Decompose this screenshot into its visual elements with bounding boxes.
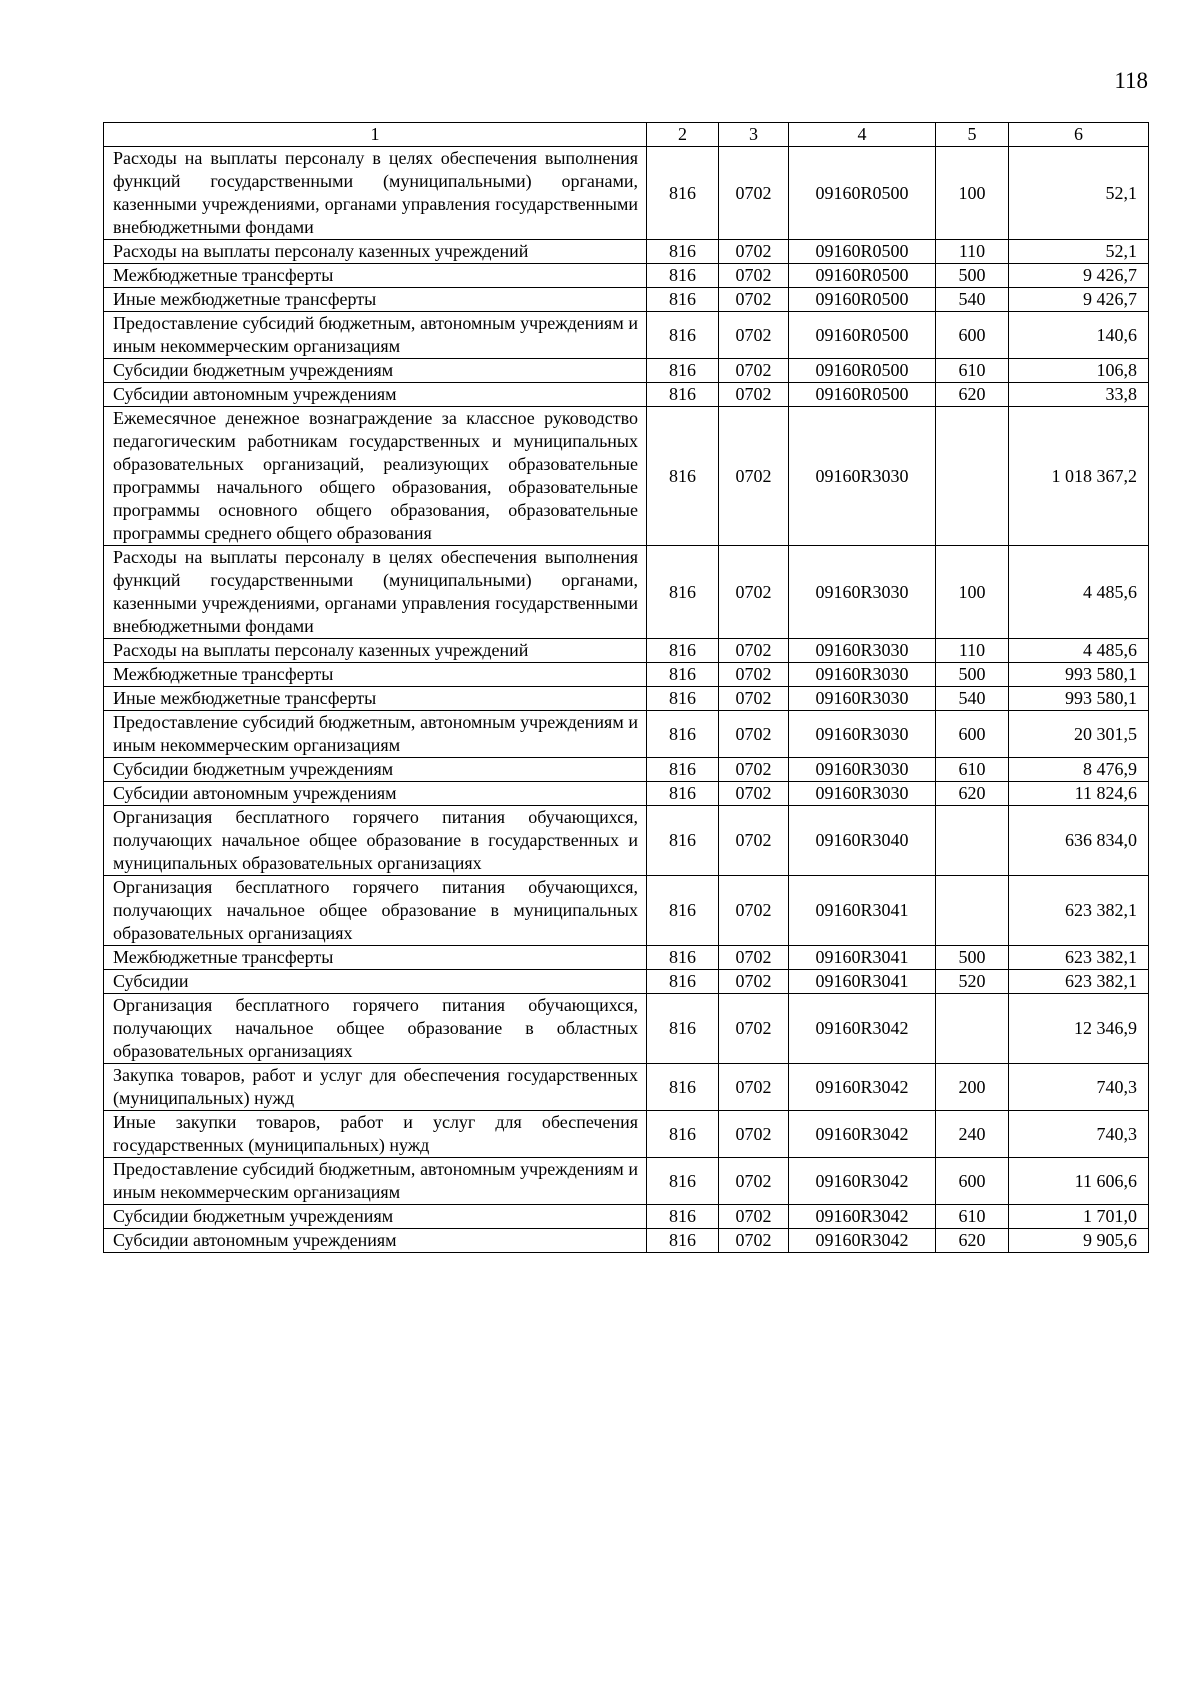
header-col-3: 3 xyxy=(719,123,789,147)
table-row xyxy=(104,1229,1149,1253)
row-ministry-code: 816 xyxy=(647,1158,719,1205)
row-target-article: 09160R3041 xyxy=(789,876,936,946)
row-ministry-code: 816 xyxy=(647,639,719,663)
row-amount: 11 824,6 xyxy=(1009,782,1149,806)
row-section-code: 0702 xyxy=(719,264,789,288)
row-section-code: 0702 xyxy=(719,312,789,359)
row-target-article: 09160R3042 xyxy=(789,1158,936,1205)
row-expense-type: 610 xyxy=(936,359,1009,383)
row-name: Закупка товаров, работ и услуг для обеспечения государственных (муниципальных) нужд xyxy=(104,1064,647,1111)
table-row xyxy=(104,663,1149,687)
row-name: Межбюджетные трансферты xyxy=(104,946,647,970)
row-ministry-code: 816 xyxy=(647,147,719,240)
row-ministry-code: 816 xyxy=(647,758,719,782)
row-target-article: 09160R3041 xyxy=(789,970,936,994)
row-amount: 8 476,9 xyxy=(1009,758,1149,782)
row-amount: 993 580,1 xyxy=(1009,663,1149,687)
row-amount: 636 834,0 xyxy=(1009,806,1149,876)
row-name: Расходы на выплаты персоналу казенных учреждений xyxy=(104,639,647,663)
row-ministry-code: 816 xyxy=(647,264,719,288)
row-target-article: 09160R3042 xyxy=(789,994,936,1064)
row-target-article: 09160R0500 xyxy=(789,288,936,312)
row-target-article: 09160R3041 xyxy=(789,946,936,970)
row-name: Предоставление субсидий бюджетным, автономным учреждениям и иным некоммерческим организациям xyxy=(104,1158,647,1205)
row-target-article: 09160R3030 xyxy=(789,758,936,782)
header-col-6: 6 xyxy=(1009,123,1149,147)
row-target-article: 09160R3030 xyxy=(789,711,936,758)
row-amount: 4 485,6 xyxy=(1009,639,1149,663)
row-section-code: 0702 xyxy=(719,970,789,994)
row-name: Субсидии автономным учреждениям xyxy=(104,383,647,407)
row-ministry-code: 816 xyxy=(647,970,719,994)
row-expense-type: 500 xyxy=(936,946,1009,970)
row-section-code: 0702 xyxy=(719,758,789,782)
row-target-article: 09160R3042 xyxy=(789,1064,936,1111)
row-name: Предоставление субсидий бюджетным, автономным учреждениям и иным некоммерческим организациям xyxy=(104,312,647,359)
row-expense-type: 540 xyxy=(936,687,1009,711)
row-expense-type xyxy=(936,994,1009,1064)
row-name: Субсидии бюджетным учреждениям xyxy=(104,1205,647,1229)
table-row xyxy=(104,147,1149,240)
row-section-code: 0702 xyxy=(719,1111,789,1158)
row-section-code: 0702 xyxy=(719,1158,789,1205)
table-row xyxy=(104,1064,1149,1111)
row-expense-type: 100 xyxy=(936,147,1009,240)
row-target-article: 09160R0500 xyxy=(789,147,936,240)
row-amount: 106,8 xyxy=(1009,359,1149,383)
row-expense-type: 110 xyxy=(936,639,1009,663)
row-target-article: 09160R3030 xyxy=(789,687,936,711)
row-name: Субсидии бюджетным учреждениям xyxy=(104,359,647,383)
row-section-code: 0702 xyxy=(719,806,789,876)
header-col-5: 5 xyxy=(936,123,1009,147)
row-ministry-code: 816 xyxy=(647,407,719,546)
table-row xyxy=(104,288,1149,312)
row-expense-type xyxy=(936,806,1009,876)
row-section-code: 0702 xyxy=(719,876,789,946)
header-col-2: 2 xyxy=(647,123,719,147)
table-row xyxy=(104,946,1149,970)
table-row xyxy=(104,312,1149,359)
row-ministry-code: 816 xyxy=(647,312,719,359)
budget-table xyxy=(103,122,1149,1253)
row-target-article: 09160R3030 xyxy=(789,407,936,546)
row-ministry-code: 816 xyxy=(647,663,719,687)
row-amount: 52,1 xyxy=(1009,240,1149,264)
row-section-code: 0702 xyxy=(719,383,789,407)
row-target-article: 09160R0500 xyxy=(789,383,936,407)
row-amount: 12 346,9 xyxy=(1009,994,1149,1064)
row-ministry-code: 816 xyxy=(647,711,719,758)
row-name: Предоставление субсидий бюджетным, автономным учреждениям и иным некоммерческим организациям xyxy=(104,711,647,758)
table-row xyxy=(104,383,1149,407)
table-row xyxy=(104,359,1149,383)
row-expense-type: 500 xyxy=(936,663,1009,687)
row-section-code: 0702 xyxy=(719,147,789,240)
row-expense-type: 600 xyxy=(936,1158,1009,1205)
row-target-article: 09160R3042 xyxy=(789,1229,936,1253)
row-ministry-code: 816 xyxy=(647,1111,719,1158)
row-section-code: 0702 xyxy=(719,946,789,970)
table-row xyxy=(104,806,1149,876)
header-row xyxy=(104,123,1149,147)
row-expense-type: 600 xyxy=(936,711,1009,758)
row-ministry-code: 816 xyxy=(647,383,719,407)
header-col-4: 4 xyxy=(789,123,936,147)
row-amount: 9 426,7 xyxy=(1009,264,1149,288)
row-ministry-code: 816 xyxy=(647,946,719,970)
row-expense-type: 240 xyxy=(936,1111,1009,1158)
row-name: Расходы на выплаты персоналу в целях обеспечения выполнения функций государственными (муниципальными) органами, казенными учреждениями, органами управления государственными внебюджетными фондами xyxy=(104,147,647,240)
row-name: Иные межбюджетные трансферты xyxy=(104,288,647,312)
row-target-article: 09160R3030 xyxy=(789,782,936,806)
row-amount: 4 485,6 xyxy=(1009,546,1149,639)
row-name: Субсидии автономным учреждениям xyxy=(104,1229,647,1253)
row-amount: 140,6 xyxy=(1009,312,1149,359)
row-name: Субсидии xyxy=(104,970,647,994)
table-row xyxy=(104,546,1149,639)
row-ministry-code: 816 xyxy=(647,687,719,711)
table-row xyxy=(104,407,1149,546)
row-ministry-code: 816 xyxy=(647,546,719,639)
row-amount: 9 426,7 xyxy=(1009,288,1149,312)
row-ministry-code: 816 xyxy=(647,782,719,806)
table-row xyxy=(104,876,1149,946)
row-amount: 9 905,6 xyxy=(1009,1229,1149,1253)
row-expense-type: 600 xyxy=(936,312,1009,359)
row-section-code: 0702 xyxy=(719,359,789,383)
row-ministry-code: 816 xyxy=(647,1229,719,1253)
row-expense-type: 610 xyxy=(936,758,1009,782)
row-target-article: 09160R0500 xyxy=(789,312,936,359)
table-row xyxy=(104,240,1149,264)
row-expense-type: 200 xyxy=(936,1064,1009,1111)
row-amount: 1 701,0 xyxy=(1009,1205,1149,1229)
header-col-1: 1 xyxy=(104,123,647,147)
row-target-article: 09160R3040 xyxy=(789,806,936,876)
row-amount: 52,1 xyxy=(1009,147,1149,240)
table-row xyxy=(104,687,1149,711)
row-amount: 993 580,1 xyxy=(1009,687,1149,711)
table-row xyxy=(104,711,1149,758)
row-ministry-code: 816 xyxy=(647,288,719,312)
table-row xyxy=(104,782,1149,806)
table-body xyxy=(104,147,1149,1253)
row-name: Межбюджетные трансферты xyxy=(104,663,647,687)
row-amount: 20 301,5 xyxy=(1009,711,1149,758)
row-target-article: 09160R3030 xyxy=(789,546,936,639)
row-name: Расходы на выплаты персоналу в целях обеспечения выполнения функций государственными (муниципальными) органами, казенными учреждениями, органами управления государственными внебюджетными фондами xyxy=(104,546,647,639)
table-header xyxy=(104,123,1149,147)
row-expense-type xyxy=(936,876,1009,946)
row-expense-type: 620 xyxy=(936,782,1009,806)
row-target-article: 09160R3042 xyxy=(789,1111,936,1158)
table-row xyxy=(104,1205,1149,1229)
row-amount: 740,3 xyxy=(1009,1111,1149,1158)
row-amount: 623 382,1 xyxy=(1009,946,1149,970)
row-name: Субсидии бюджетным учреждениям xyxy=(104,758,647,782)
table-row xyxy=(104,994,1149,1064)
row-ministry-code: 816 xyxy=(647,1205,719,1229)
row-amount: 11 606,6 xyxy=(1009,1158,1149,1205)
row-ministry-code: 816 xyxy=(647,1064,719,1111)
row-section-code: 0702 xyxy=(719,1205,789,1229)
row-name: Расходы на выплаты персоналу казенных учреждений xyxy=(104,240,647,264)
row-expense-type: 520 xyxy=(936,970,1009,994)
row-section-code: 0702 xyxy=(719,687,789,711)
table-row xyxy=(104,758,1149,782)
row-expense-type: 620 xyxy=(936,383,1009,407)
row-target-article: 09160R3042 xyxy=(789,1205,936,1229)
row-ministry-code: 816 xyxy=(647,876,719,946)
row-expense-type: 110 xyxy=(936,240,1009,264)
row-target-article: 09160R0500 xyxy=(789,359,936,383)
table-row xyxy=(104,639,1149,663)
row-section-code: 0702 xyxy=(719,711,789,758)
table-row xyxy=(104,1158,1149,1205)
row-name: Организация бесплатного горячего питания обучающихся, получающих начальное общее образование в государственных и муниципальных образовательных организациях xyxy=(104,806,647,876)
row-ministry-code: 816 xyxy=(647,994,719,1064)
row-target-article: 09160R0500 xyxy=(789,264,936,288)
row-amount: 1 018 367,2 xyxy=(1009,407,1149,546)
row-expense-type: 100 xyxy=(936,546,1009,639)
row-section-code: 0702 xyxy=(719,288,789,312)
row-section-code: 0702 xyxy=(719,663,789,687)
row-amount: 623 382,1 xyxy=(1009,876,1149,946)
row-section-code: 0702 xyxy=(719,240,789,264)
row-expense-type: 500 xyxy=(936,264,1009,288)
table-row xyxy=(104,1111,1149,1158)
table-row xyxy=(104,264,1149,288)
row-ministry-code: 816 xyxy=(647,359,719,383)
row-name: Субсидии автономным учреждениям xyxy=(104,782,647,806)
row-expense-type: 610 xyxy=(936,1205,1009,1229)
row-target-article: 09160R3030 xyxy=(789,639,936,663)
row-section-code: 0702 xyxy=(719,546,789,639)
row-section-code: 0702 xyxy=(719,639,789,663)
row-name: Ежемесячное денежное вознаграждение за классное руководство педагогическим работникам государственных и муниципальных образовательных организаций, реализующих образовательные программы начального общего образования, образовательные программы основного общего образования, образовательные программы среднего общего образования xyxy=(104,407,647,546)
page-number: 118 xyxy=(1114,68,1148,93)
row-amount: 623 382,1 xyxy=(1009,970,1149,994)
row-section-code: 0702 xyxy=(719,1229,789,1253)
row-amount: 33,8 xyxy=(1009,383,1149,407)
row-expense-type: 540 xyxy=(936,288,1009,312)
row-name: Иные закупки товаров, работ и услуг для обеспечения государственных (муниципальных) нужд xyxy=(104,1111,647,1158)
row-name: Организация бесплатного горячего питания обучающихся, получающих начальное общее образование в областных образовательных организациях xyxy=(104,994,647,1064)
row-name: Межбюджетные трансферты xyxy=(104,264,647,288)
table-row xyxy=(104,970,1149,994)
row-ministry-code: 816 xyxy=(647,806,719,876)
row-ministry-code: 816 xyxy=(647,240,719,264)
row-section-code: 0702 xyxy=(719,1064,789,1111)
row-amount: 740,3 xyxy=(1009,1064,1149,1111)
row-expense-type xyxy=(936,407,1009,546)
row-name: Организация бесплатного горячего питания обучающихся, получающих начальное общее образование в муниципальных образовательных организациях xyxy=(104,876,647,946)
row-section-code: 0702 xyxy=(719,782,789,806)
row-name: Иные межбюджетные трансферты xyxy=(104,687,647,711)
row-expense-type: 620 xyxy=(936,1229,1009,1253)
row-target-article: 09160R3030 xyxy=(789,663,936,687)
row-target-article: 09160R0500 xyxy=(789,240,936,264)
row-section-code: 0702 xyxy=(719,407,789,546)
row-section-code: 0702 xyxy=(719,994,789,1064)
